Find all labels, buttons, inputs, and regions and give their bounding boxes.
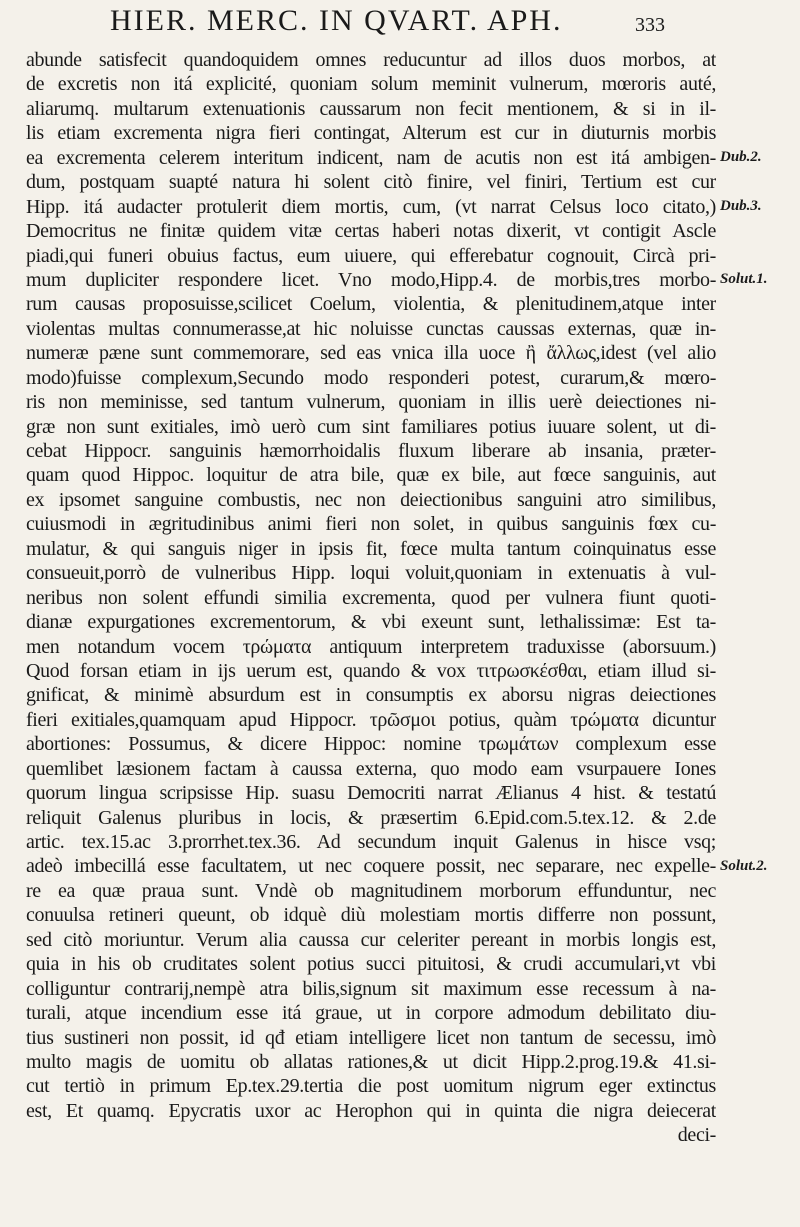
running-title: HIER. MERC. IN QVART. APH. <box>110 4 563 37</box>
body-text <box>26 48 716 1148</box>
text-line: cebat Hippocr. sanguinis hæmorrhoidalis fluxum liberare ab insania, præter- <box>26 440 716 462</box>
text-line: adeò imbecillá esse facultatem, ut nec coquere possit, nec separare, nec expelle- <box>26 855 716 878</box>
text-line: neribus non solent effundi similia excrementa, quod per vulnera fiunt quoti- <box>26 586 716 609</box>
text-line: gnificat, & minimè absurdum est in consumptis ex aborsu nigras deiectiones <box>26 684 716 707</box>
text-line: men notandum vocem τρώματα antiquum interpretem traduxisse (aborsuum.) <box>26 635 716 658</box>
catchword: deci- <box>677 1124 716 1147</box>
text-line: Quod forsan etiam in ijs uerum est, quando & vox τιτρωσκέσθαι, etiam illud si- <box>26 659 716 682</box>
text-line: quorum lingua scripsisse Hip. suasu Democriti narrat Ælianus 4 hist. & testatú <box>26 782 716 805</box>
text-line: græ non sunt exitiales, imò uerò cum sint familiares potius iuuare solent, ut di- <box>26 415 716 438</box>
text-line: quemlibet læsionem factam à caussa externa, quo modo eam vsurpauere Iones <box>26 757 716 780</box>
text-line: ris non meminisse, sed tantum vulnerum, quoniam in illis uerè deiectiones ni- <box>26 391 716 414</box>
text-line: ea excrementa celerem interitum indicent, nam de acutis non est itá ambigen- <box>26 146 716 169</box>
margin-note: Solut.1. <box>720 271 768 288</box>
text-line: ex ipsomet sanguine combustis, nec non deiectionibus sanguini atro similibus, <box>26 488 716 511</box>
text-line: tius sustineri non possit, id qđ etiam intelligere licet non tantum de secessu, imò <box>26 1026 716 1049</box>
text-line: dum, postquam suapté natura hi solent citò finire, vel finiri, Tertium est cur <box>26 171 716 194</box>
text-line: piadi,qui funeri obuius factus, eum uiuere, qui efferebatur cognouit, Circà pri- <box>26 244 716 267</box>
text-line: sed citò moriuntur. Verum alia caussa cur celeriter pereant in morbis longis est, <box>26 928 716 951</box>
margin-note: Dub.2. <box>720 148 762 165</box>
text-line: numeræ pæne sunt commemorare, sed eas vnica illa uoce ἢ ἄλλως,idest (vel alio <box>26 342 716 365</box>
text-line: colliguntur contrarij,nempè atra bilis,signum sit maximum esse recessum à na- <box>26 977 716 1000</box>
text-line: fieri exitiales,quamquam apud Hippocr. τρῶσμοι potius, quàm τρώματα dicuntur <box>26 708 716 731</box>
text-line: multo magis de uomitu ob allatas rationes,& ut dicit Hipp.2.prog.19.& 41.si- <box>26 1050 716 1073</box>
text-line: aliarumq. multarum extenuationis caussarum non fecit mentionem, & si in il- <box>26 97 716 120</box>
text-line: quam quod Hippoc. loquitur de atra bile, quæ ex bile, aut fœce sanguinis, aut <box>26 464 716 487</box>
text-line: consueuit,porrò de vulneribus Hipp. loqui voluit,quoniam in extenuatis à vul- <box>26 562 716 585</box>
page-number: 333 <box>635 14 665 36</box>
text-line: artic. tex.15.ac 3.prorrhet.tex.36. Ad secundum inquit Galenus in hisce vsq; <box>26 831 716 853</box>
margin-note: Solut.2. <box>720 857 768 874</box>
text-line: abunde satisfecit quandoquidem omnes reducuntur ad illos duos morbos, at <box>26 49 716 71</box>
text-line: rum causas proposuisse,scilicet Coelum, violentia, & plenitudinem,atque inter <box>26 293 716 316</box>
text-line: violentas multas connumerasse,at hic noluisse cunctas caussas externas, quæ in- <box>26 317 716 340</box>
text-line: dianæ expurgationes excrementorum, & vbi exeunt sunt, lethalissimæ: Est ta- <box>26 611 716 634</box>
text-line: cuiusmodi in ægritudinibus animi fieri non solet, in quibus sanguinis fœx cu- <box>26 513 716 536</box>
text-line: de excretis non itá explicité, quoniam solum meminit vulnerum, mœroris auté, <box>26 73 716 96</box>
text-line: Democritus ne finitæ quidem vitæ certas haberi notas dixerit, vt contigit Ascle <box>26 220 716 243</box>
text-line: Hipp. itá audacter protulerit diem mortis, cum, (vt narrat Celsus loco citato,) <box>26 195 716 218</box>
text-line: mum dupliciter respondere licet. Vno modo,Hipp.4. de morbis,tres morbo- <box>26 268 716 291</box>
text-line: conuulsa retineri queunt, ob idquè diù molestiam mortis differre non possunt, <box>26 904 716 927</box>
text-line: quia in his ob cruditates solent potius succi pituitosi, & crudi accumulari,vt vbi <box>26 953 716 976</box>
text-line: turali, atque incendium esse itá graue, ut in corpore admodum debilitato diu- <box>26 1002 716 1025</box>
text-line: modo)fuisse complexum,Secundo modo responderi potest, curarum,& mœro- <box>26 366 716 389</box>
text-line: cut tertiò in primum Ep.tex.29.tertia die post uomitum nigrum eger extinctus <box>26 1075 716 1098</box>
text-line: mulatur, & qui sanguis niger in ipsis fit, fœce multa tantum coinquinatus esse <box>26 537 716 560</box>
text-line: lis etiam excrementa nigra fieri contingat, Alterum est cur in diuturnis morbis <box>26 122 716 145</box>
margin-note: Dub.3. <box>720 197 762 214</box>
text-line: reliquit Galenus pluribus in locis, & præsertim 6.Epid.com.5.tex.12. & 2.de <box>26 806 716 829</box>
text-line: abortiones: Possumus, & dicere Hippoc: nomine τρωμάτων complexum esse <box>26 733 716 756</box>
running-header <box>0 4 720 44</box>
text-line: re ea quæ praua sunt. Vndè ob magnitudinem morborum effunduntur, nec <box>26 879 716 902</box>
text-line: est, Et quamq. Epycratis uxor ac Herophon qui in quinta die nigra deiecerat <box>26 1099 716 1122</box>
